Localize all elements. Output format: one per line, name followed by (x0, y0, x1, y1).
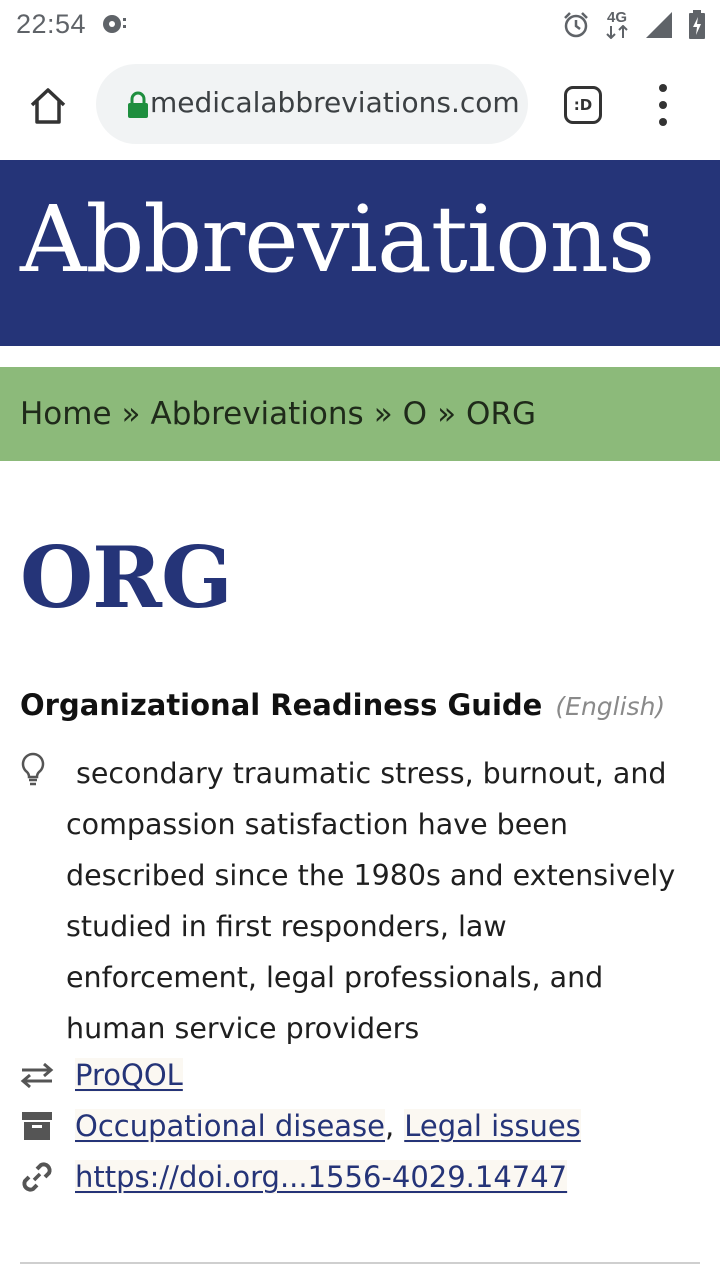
related-link[interactable]: ProQOL (75, 1058, 183, 1092)
entry-description (20, 748, 700, 1054)
source-link[interactable]: https://doi.org...1556-4029.14747 (75, 1160, 568, 1194)
signal-icon (644, 11, 674, 39)
battery-icon (688, 10, 706, 40)
site-title[interactable]: Abbreviations (20, 186, 655, 293)
breadcrumb-home[interactable]: Home (20, 396, 112, 432)
address-bar[interactable] (96, 64, 528, 144)
network-type-icon (604, 11, 630, 39)
data-arrows-icon (604, 25, 630, 39)
alarm-icon (562, 11, 590, 39)
menu-dot-icon (659, 84, 667, 92)
category-link[interactable]: Occupational disease (75, 1109, 386, 1143)
entry-term: Organizational Readiness Guide (20, 688, 543, 722)
tab-switcher-button[interactable]: :D (564, 86, 602, 124)
related-row (20, 1053, 700, 1097)
breadcrumb-separator: » (437, 396, 457, 432)
divider (20, 1262, 700, 1264)
url-text[interactable]: medicalabbreviations.com (150, 86, 520, 119)
site-header (0, 160, 720, 346)
archive-icon (20, 1109, 54, 1143)
category-link[interactable]: Legal issues (404, 1109, 581, 1143)
categories-row (20, 1104, 700, 1148)
source-row (20, 1155, 700, 1199)
menu-dot-icon (659, 118, 667, 126)
entry-heading (20, 688, 665, 722)
breadcrumb-separator: » (121, 396, 141, 432)
home-button[interactable] (22, 80, 74, 132)
lightbulb-icon (20, 752, 46, 786)
lock-icon (126, 91, 150, 119)
exchange-icon (20, 1058, 54, 1092)
home-icon (28, 86, 68, 126)
entry-language: (English) (555, 692, 666, 721)
category-separator: , (385, 1109, 395, 1143)
overflow-menu-button[interactable] (648, 84, 678, 126)
link-icon (20, 1160, 54, 1194)
description-text: secondary traumatic stress, burnout, and compassion satisfaction have been described since the 1980s and extensively studied in first responders, law enforcement, legal professionals, and human service providers (66, 757, 676, 1045)
status-bar (0, 0, 720, 50)
network-type-label: 4G (606, 9, 627, 26)
status-time: 22:54 (16, 9, 87, 39)
breadcrumb (0, 367, 720, 461)
breadcrumb-separator: » (373, 396, 393, 432)
breadcrumb-current: ORG (466, 396, 537, 432)
menu-dot-icon (659, 101, 667, 109)
notification-icon (100, 12, 128, 36)
browser-toolbar (0, 50, 720, 160)
breadcrumb-letter[interactable]: O (402, 396, 428, 432)
page-title: ORG (20, 528, 232, 627)
breadcrumb-abbreviations[interactable]: Abbreviations (150, 396, 364, 432)
